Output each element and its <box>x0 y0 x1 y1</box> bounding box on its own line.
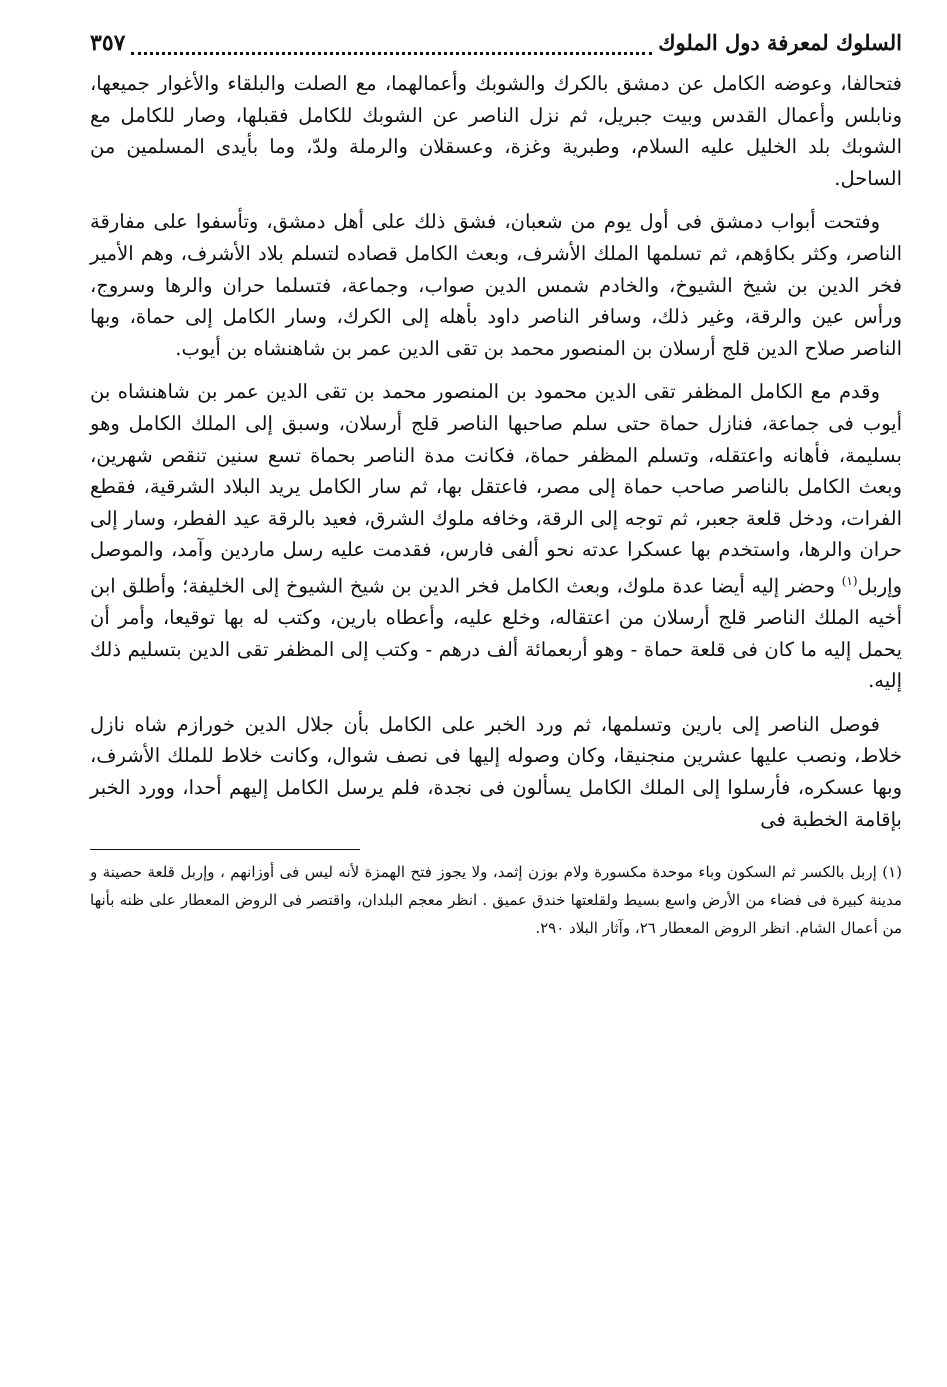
paragraph-4: فوصل الناصر إلى بارين وتسلمها، ثم ورد الخبر على الكامل بأن جلال الدين خورازم شاه نازل خلاط، ونصب عليها عشرين منجنيقا، وكان وصوله إليها فى نصف شوال، وكانت خلاط للملك الأشرف، وبها عسكره، فأرسلوا إلى الملك الكامل يسألون فى نجدة، فلم يرسل الكامل إليهم أحدا، وورد الخبر بإقامة الخطبة فى <box>90 712 902 831</box>
book-title: السلوك لمعرفة دول الملوك <box>658 30 902 55</box>
paragraph-3-text-before: وقدم مع الكامل المظفر تقى الدين محمود بن المنصور محمد بن تقى الدين عمر بن شاهنشاه بن أيوب فى جماعة، فنازل حماة حتى سلم صاحبها الناصر قلج أرسلان، وسبق إلى الملك الكامل وهو بسليمة، فأهانه واعتقله، وتسلم المظفر حماة، فكانت مدة الناصر بحماة تسع سنين تنقص شهرين، وبعث الكامل بالناصر صاحب حماة إلى مصر، فاعتقل بها، ثم سار الكامل يريد البلاد الشرقية، فقطع الفرات، ودخل قلعة جعبر، ثم توجه إلى الرقة، وخافه ملوك الشرق، فعيد بالرقة عيد الفطر، وسار إلى حران والرها، واستخدم بها عسكرا عدته نحو ألفى فارس، فقدمت عليه رسل ماردين وآمد، والموصل وإربل <box>90 380 902 598</box>
paragraph-3 <box>90 376 902 696</box>
paragraph-1: فتحالفا، وعوضه الكامل عن دمشق بالكرك والشوبك وأعمالهما، مع الصلت والبلقاء والأغوار جميعها، ونابلس وأعمال القدس وبيت جبريل، ثم نزل الناصر عن الشوبك للكامل فقبلها، وصار للكامل مع الشوبك بلد الخليل عليه السلام، وطبرية وغزة، وعسقلان والرملة ولدّ، وما بأيدى المسلمين من الساحل. <box>90 72 902 190</box>
footnote-separator <box>90 849 360 850</box>
page-number: ٣٥٧ <box>90 30 126 56</box>
footnote-reference: (١) <box>841 573 858 588</box>
main-text <box>90 68 902 835</box>
dotted-leader <box>131 40 652 55</box>
running-header <box>90 30 902 64</box>
footnote: (١) إربل بالكسر ثم السكون وباء موحدة مكسورة ولام بوزن إثمد، ولا يجوز فتح الهمزة لأنه ليس فى أوزانهم ، وإربل قلعة حصينة و مدينة كبيرة فى فضاء من الأرض واسع بسيط ولقلعتها خندق عميق . انظر معجم البلدان، واقتصر فى الروض المعطار على ظنه بأنها من أعمال الشام. انظر الروض المعطار ٢٦، وآثار البلاد ٢٩٠. <box>90 863 902 938</box>
paragraph-2: وفتحت أبواب دمشق فى أول يوم من شعبان، فشق ذلك على أهل دمشق، وتأسفوا على مفارقة الناصر، وكثر بكاؤهم، ثم تسلمها الملك الأشرف، وبعث الكامل قصاده لتسلم بلاد الأشرف، وهم الأمير فخر الدين بن شيخ الشيوخ، والخادم شمس الدين صواب، وجماعة، فتسلما حران والرها وسروج، ورأس عين والرقة، وغير ذلك، وسافر الناصر داود بأهله إلى الكرك، وسار الكامل إلى حماة، وبها الناصر صلاح الدين قلج أرسلان بن المنصور محمد بن تقى الدين عمر بن شاهنشاه بن أيوب. <box>90 210 902 360</box>
paragraph-3-text-after: وحضر إليه أيضا عدة ملوك، وبعث الكامل فخر الدين بن شيخ الشيوخ إلى الخليفة؛ وأطلق ابن أخيه الملك الناصر قلج أرسلان من اعتقاله، وخلع عليه، وأعطاه بارين، وكتب له بها توقيعا، وأمر أن يحمل إليه ما كان فى قلعة حماة - وهو أربعمائة ألف درهم - وكتب إلى المظفر تقى الدين بتسليم ذلك إليه. <box>90 574 902 693</box>
book-page <box>90 30 902 1360</box>
